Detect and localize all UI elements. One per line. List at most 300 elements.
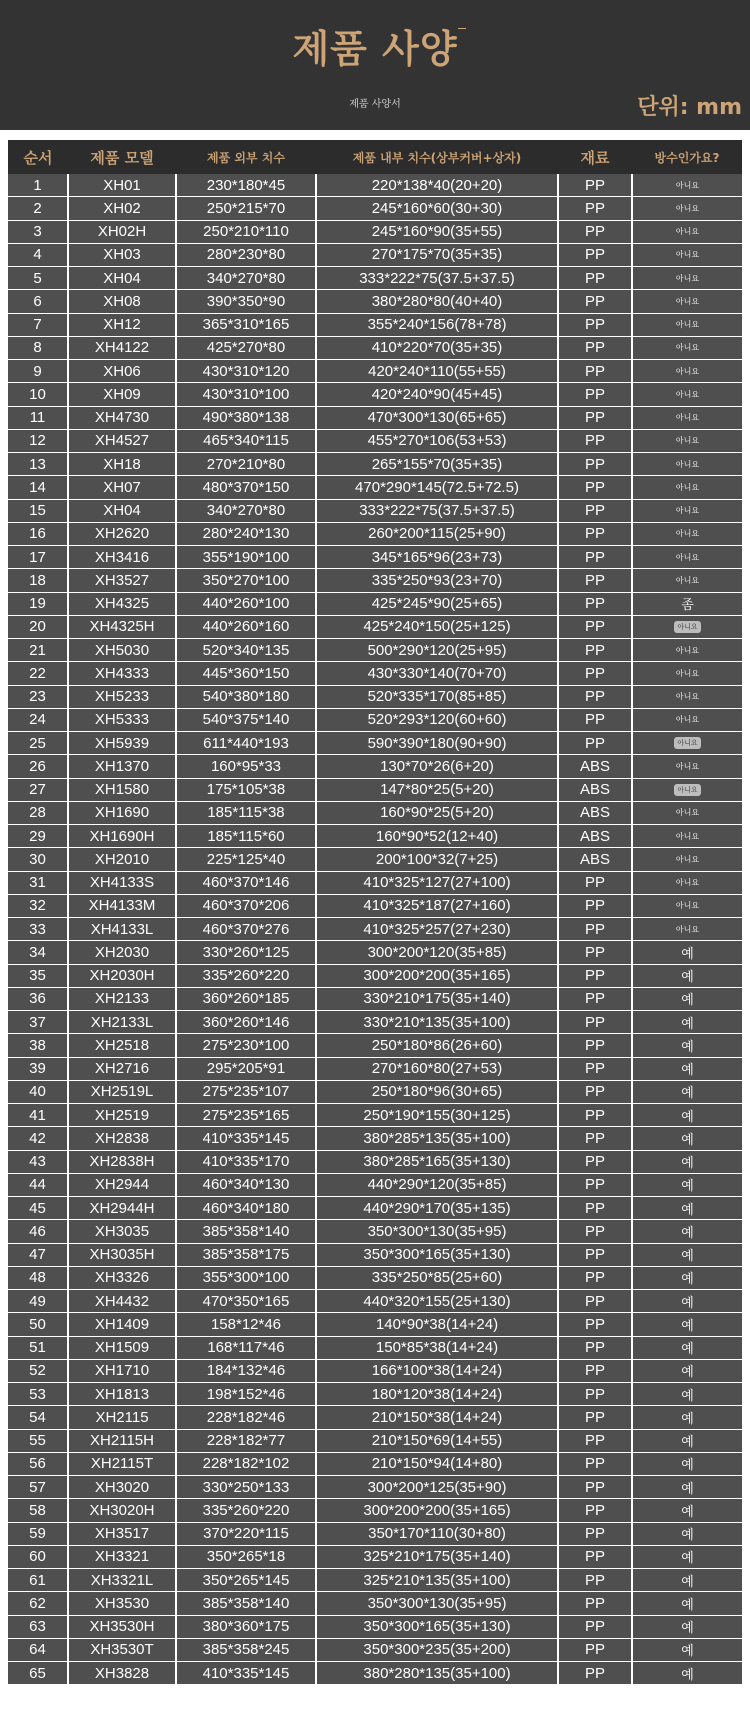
cell-order: 64 <box>8 1638 68 1661</box>
cell-inner-size: 380*280*135(35+100) <box>316 1662 558 1685</box>
table-row <box>8 732 742 755</box>
cell-outer-size: 410*335*145 <box>176 1127 316 1150</box>
cell-waterproof: 아니요 <box>632 499 742 522</box>
column-header-order: 순서 <box>8 140 68 174</box>
cell-outer-size: 425*270*80 <box>176 336 316 359</box>
cell-outer-size: 330*250*133 <box>176 1476 316 1499</box>
cell-order: 38 <box>8 1034 68 1057</box>
cell-outer-size: 520*340*135 <box>176 639 316 662</box>
cell-model: XH2519 <box>68 1104 176 1127</box>
cell-waterproof: 예 <box>632 1476 742 1499</box>
cell-outer-size: 175*105*38 <box>176 778 316 801</box>
cell-waterproof: 아니요 <box>632 685 742 708</box>
cell-outer-size: 460*370*146 <box>176 871 316 894</box>
cell-model: XH2716 <box>68 1057 176 1080</box>
cell-inner-size: 590*390*180(90+90) <box>316 732 558 755</box>
cell-waterproof: 예 <box>632 1313 742 1336</box>
cell-waterproof: 아니요 <box>632 429 742 452</box>
cell-material: PP <box>558 499 632 522</box>
cell-outer-size: 158*12*46 <box>176 1313 316 1336</box>
cell-inner-size: 180*120*38(14+24) <box>316 1383 558 1406</box>
cell-order: 34 <box>8 941 68 964</box>
cell-outer-size: 480*370*150 <box>176 476 316 499</box>
cell-inner-size: 410*220*70(35+35) <box>316 336 558 359</box>
cell-material: PP <box>558 406 632 429</box>
cell-waterproof: 예 <box>632 1150 742 1173</box>
table-row <box>8 778 742 801</box>
cell-model: XH2838H <box>68 1150 176 1173</box>
cell-order: 26 <box>8 755 68 778</box>
spec-table <box>8 140 742 1685</box>
cell-outer-size: 365*310*165 <box>176 313 316 336</box>
table-row <box>8 243 742 266</box>
cell-model: XH3321 <box>68 1545 176 1568</box>
cell-outer-size: 340*270*80 <box>176 267 316 290</box>
cell-order: 8 <box>8 336 68 359</box>
cell-model: XH2030H <box>68 964 176 987</box>
cell-waterproof <box>632 778 742 801</box>
cell-waterproof: 예 <box>632 1034 742 1057</box>
cell-material: PP <box>558 429 632 452</box>
cell-outer-size: 385*358*245 <box>176 1638 316 1661</box>
cell-outer-size: 335*260*220 <box>176 964 316 987</box>
cell-outer-size: 275*230*100 <box>176 1034 316 1057</box>
cell-outer-size: 160*95*33 <box>176 755 316 778</box>
cell-model: XH4325H <box>68 615 176 638</box>
cell-outer-size: 230*180*45 <box>176 174 316 197</box>
cell-material: PP <box>558 1383 632 1406</box>
cell-material: PP <box>558 1592 632 1615</box>
cell-order: 15 <box>8 499 68 522</box>
cell-material: PP <box>558 546 632 569</box>
cell-waterproof: 예 <box>632 1522 742 1545</box>
cell-outer-size: 228*182*46 <box>176 1406 316 1429</box>
cell-order: 56 <box>8 1452 68 1475</box>
cell-waterproof: 예 <box>632 1406 742 1429</box>
cell-model: XH5233 <box>68 685 176 708</box>
waterproof-badge: 아니요 <box>674 737 700 749</box>
cell-waterproof: 예 <box>632 1429 742 1452</box>
cell-waterproof: 아니요 <box>632 755 742 778</box>
cell-material: PP <box>558 1290 632 1313</box>
cell-inner-size: 300*200*125(35+90) <box>316 1476 558 1499</box>
table-row <box>8 1127 742 1150</box>
cell-order: 48 <box>8 1266 68 1289</box>
cell-order: 10 <box>8 383 68 406</box>
table-row <box>8 615 742 638</box>
cell-outer-size: 490*380*138 <box>176 406 316 429</box>
table-row <box>8 522 742 545</box>
cell-material: PP <box>558 662 632 685</box>
cell-inner-size: 350*300*130(35+95) <box>316 1592 558 1615</box>
cell-inner-size: 166*100*38(14+24) <box>316 1359 558 1382</box>
cell-waterproof: 예 <box>632 1336 742 1359</box>
cell-inner-size: 335*250*93(23+70) <box>316 569 558 592</box>
page-subtitle: 제품 사양서 <box>349 99 401 110</box>
table-row <box>8 1173 742 1196</box>
cell-material: PP <box>558 1336 632 1359</box>
cell-waterproof <box>632 732 742 755</box>
cell-material: PP <box>558 1313 632 1336</box>
table-row <box>8 429 742 452</box>
table-row <box>8 1429 742 1452</box>
cell-outer-size: 410*335*145 <box>176 1662 316 1685</box>
table-row <box>8 1499 742 1522</box>
cell-material: PP <box>558 1011 632 1034</box>
cell-inner-size: 330*210*135(35+100) <box>316 1011 558 1034</box>
cell-waterproof: 아니요 <box>632 453 742 476</box>
table-row <box>8 825 742 848</box>
cell-model: XH3530T <box>68 1638 176 1661</box>
cell-model: XH07 <box>68 476 176 499</box>
cell-inner-size: 300*200*200(35+165) <box>316 964 558 987</box>
cell-waterproof: 아니요 <box>632 336 742 359</box>
column-header-waterproof: 방수인가요? <box>632 140 742 174</box>
table-row <box>8 1476 742 1499</box>
cell-material: ABS <box>558 755 632 778</box>
cell-inner-size: 300*200*120(35+85) <box>316 941 558 964</box>
cell-waterproof: 예 <box>632 1197 742 1220</box>
cell-order: 47 <box>8 1243 68 1266</box>
cell-inner-size: 333*222*75(37.5+37.5) <box>316 267 558 290</box>
table-row <box>8 1104 742 1127</box>
cell-outer-size: 185*115*60 <box>176 825 316 848</box>
table-row <box>8 1057 742 1080</box>
cell-inner-size: 380*285*135(35+100) <box>316 1127 558 1150</box>
cell-order: 18 <box>8 569 68 592</box>
cell-waterproof: 예 <box>632 1452 742 1475</box>
cell-model: XH1690H <box>68 825 176 848</box>
cell-material: PP <box>558 987 632 1010</box>
cell-inner-size: 380*280*80(40+40) <box>316 290 558 313</box>
cell-order: 60 <box>8 1545 68 1568</box>
cell-outer-size: 465*340*115 <box>176 429 316 452</box>
cell-material: PP <box>558 1243 632 1266</box>
cell-inner-size: 380*285*165(35+130) <box>316 1150 558 1173</box>
cell-inner-size: 325*210*135(35+100) <box>316 1569 558 1592</box>
cell-waterproof: 아니요 <box>632 522 742 545</box>
table-row <box>8 1592 742 1615</box>
table-row <box>8 174 742 197</box>
table-row <box>8 1522 742 1545</box>
cell-model: XH09 <box>68 383 176 406</box>
waterproof-badge: 아니요 <box>674 784 700 796</box>
cell-waterproof: 아니요 <box>632 243 742 266</box>
cell-order: 40 <box>8 1080 68 1103</box>
cell-waterproof: 아니요 <box>632 825 742 848</box>
cell-inner-size: 440*290*120(35+85) <box>316 1173 558 1196</box>
unit-label: 단위: mm <box>637 95 742 120</box>
cell-order: 59 <box>8 1522 68 1545</box>
cell-outer-size: 350*265*145 <box>176 1569 316 1592</box>
cell-waterproof: 예 <box>632 1011 742 1034</box>
cell-inner-size: 350*300*130(35+95) <box>316 1220 558 1243</box>
cell-model: XH04 <box>68 499 176 522</box>
cell-inner-size: 160*90*25(5+20) <box>316 801 558 824</box>
cell-order: 32 <box>8 894 68 917</box>
cell-inner-size: 210*150*94(14+80) <box>316 1452 558 1475</box>
cell-outer-size: 184*132*46 <box>176 1359 316 1382</box>
cell-inner-size: 470*300*130(65+65) <box>316 406 558 429</box>
cell-material: PP <box>558 1615 632 1638</box>
cell-waterproof: 예 <box>632 1220 742 1243</box>
cell-order: 1 <box>8 174 68 197</box>
cell-waterproof: 아니요 <box>632 383 742 406</box>
cell-model: XH2133L <box>68 1011 176 1034</box>
cell-inner-size: 520*293*120(60+60) <box>316 708 558 731</box>
cell-waterproof: 아니요 <box>632 546 742 569</box>
cell-order: 49 <box>8 1290 68 1313</box>
cell-material: PP <box>558 1150 632 1173</box>
cell-inner-size: 455*270*106(53+53) <box>316 429 558 452</box>
table-row <box>8 1266 742 1289</box>
cell-material: PP <box>558 383 632 406</box>
cell-model: XH12 <box>68 313 176 336</box>
cell-model: XH1690 <box>68 801 176 824</box>
column-header-model: 제품 모델 <box>68 140 176 174</box>
table-row <box>8 1359 742 1382</box>
cell-waterproof: 아니요 <box>632 406 742 429</box>
cell-inner-size: 470*290*145(72.5+72.5) <box>316 476 558 499</box>
cell-model: XH3321L <box>68 1569 176 1592</box>
cell-material: PP <box>558 1476 632 1499</box>
cell-inner-size: 335*250*85(25+60) <box>316 1266 558 1289</box>
cell-order: 25 <box>8 732 68 755</box>
cell-material: PP <box>558 1080 632 1103</box>
cell-waterproof: 예 <box>632 1266 742 1289</box>
cell-outer-size: 185*115*38 <box>176 801 316 824</box>
cell-order: 65 <box>8 1662 68 1685</box>
page-title: 제품 사양 <box>292 27 458 71</box>
cell-material: PP <box>558 1266 632 1289</box>
cell-model: XH2519L <box>68 1080 176 1103</box>
cell-waterproof: 아니요 <box>632 871 742 894</box>
cell-inner-size: 147*80*25(5+20) <box>316 778 558 801</box>
cell-outer-size: 250*210*110 <box>176 220 316 243</box>
cell-order: 61 <box>8 1569 68 1592</box>
cell-model: XH1509 <box>68 1336 176 1359</box>
cell-material: PP <box>558 964 632 987</box>
table-row <box>8 1336 742 1359</box>
cell-waterproof: 예 <box>632 1569 742 1592</box>
table-row <box>8 1638 742 1661</box>
table-row <box>8 662 742 685</box>
cell-inner-size: 520*335*170(85+85) <box>316 685 558 708</box>
cell-inner-size: 440*320*155(25+130) <box>316 1290 558 1313</box>
cell-waterproof: 아니요 <box>632 313 742 336</box>
cell-order: 22 <box>8 662 68 685</box>
cell-waterproof <box>632 615 742 638</box>
cell-material: PP <box>558 1197 632 1220</box>
cell-waterproof: 예 <box>632 987 742 1010</box>
cell-model: XH4730 <box>68 406 176 429</box>
table-row <box>8 871 742 894</box>
cell-order: 46 <box>8 1220 68 1243</box>
waterproof-badge: 아니요 <box>674 621 700 633</box>
table-row <box>8 336 742 359</box>
cell-order: 4 <box>8 243 68 266</box>
cell-order: 21 <box>8 639 68 662</box>
cell-material: PP <box>558 1569 632 1592</box>
table-row <box>8 894 742 917</box>
cell-order: 20 <box>8 615 68 638</box>
cell-inner-size: 350*300*165(35+130) <box>316 1243 558 1266</box>
spec-table-container <box>8 140 742 1685</box>
cell-inner-size: 350*300*165(35+130) <box>316 1615 558 1638</box>
table-row <box>8 267 742 290</box>
cell-material: PP <box>558 476 632 499</box>
table-row <box>8 476 742 499</box>
cell-waterproof: 예 <box>632 1080 742 1103</box>
table-row <box>8 546 742 569</box>
cell-outer-size: 360*260*185 <box>176 987 316 1010</box>
cell-outer-size: 168*117*46 <box>176 1336 316 1359</box>
cell-order: 50 <box>8 1313 68 1336</box>
cell-outer-size: 280*240*130 <box>176 522 316 545</box>
spec-table-head <box>8 140 742 174</box>
cell-material: PP <box>558 871 632 894</box>
cell-waterproof: 예 <box>632 1173 742 1196</box>
cell-order: 2 <box>8 197 68 220</box>
cell-order: 43 <box>8 1150 68 1173</box>
spec-table-body <box>8 174 742 1685</box>
cell-model: XH06 <box>68 360 176 383</box>
cell-model: XH4133M <box>68 894 176 917</box>
cell-inner-size: 333*222*75(37.5+37.5) <box>316 499 558 522</box>
cell-model: XH02H <box>68 220 176 243</box>
cell-model: XH2115T <box>68 1452 176 1475</box>
cell-order: 57 <box>8 1476 68 1499</box>
page-header <box>0 0 750 130</box>
cell-order: 7 <box>8 313 68 336</box>
cell-order: 55 <box>8 1429 68 1452</box>
cell-model: XH4325 <box>68 592 176 615</box>
cell-outer-size: 385*358*140 <box>176 1220 316 1243</box>
cell-outer-size: 355*300*100 <box>176 1266 316 1289</box>
cell-model: XH4432 <box>68 1290 176 1313</box>
table-row <box>8 1243 742 1266</box>
cell-inner-size: 260*200*115(25+90) <box>316 522 558 545</box>
cell-inner-size: 220*138*40(20+20) <box>316 174 558 197</box>
cell-material: PP <box>558 174 632 197</box>
cell-model: XH3326 <box>68 1266 176 1289</box>
cell-order: 62 <box>8 1592 68 1615</box>
cell-outer-size: 355*190*100 <box>176 546 316 569</box>
cell-material: PP <box>558 592 632 615</box>
cell-model: XH1813 <box>68 1383 176 1406</box>
cell-model: XH3416 <box>68 546 176 569</box>
cell-material: PP <box>558 1662 632 1685</box>
cell-outer-size: 540*380*180 <box>176 685 316 708</box>
cell-outer-size: 280*230*80 <box>176 243 316 266</box>
title-decoration <box>458 28 466 29</box>
cell-model: XH2115 <box>68 1406 176 1429</box>
cell-outer-size: 460*340*130 <box>176 1173 316 1196</box>
cell-inner-size: 300*200*200(35+165) <box>316 1499 558 1522</box>
cell-material: PP <box>558 732 632 755</box>
cell-inner-size: 345*165*96(23+73) <box>316 546 558 569</box>
cell-outer-size: 330*260*125 <box>176 941 316 964</box>
cell-outer-size: 460*340*180 <box>176 1197 316 1220</box>
cell-model: XH2944H <box>68 1197 176 1220</box>
cell-material: PP <box>558 1499 632 1522</box>
table-row <box>8 941 742 964</box>
cell-waterproof: 예 <box>632 1057 742 1080</box>
cell-model: XH3530 <box>68 1592 176 1615</box>
cell-waterproof: 아니요 <box>632 708 742 731</box>
cell-material: ABS <box>558 801 632 824</box>
cell-model: XH08 <box>68 290 176 313</box>
table-row <box>8 801 742 824</box>
cell-inner-size: 410*325*257(27+230) <box>316 918 558 941</box>
cell-outer-size: 340*270*80 <box>176 499 316 522</box>
cell-order: 3 <box>8 220 68 243</box>
cell-material: PP <box>558 569 632 592</box>
cell-inner-size: 245*160*60(30+30) <box>316 197 558 220</box>
cell-waterproof: 아니요 <box>632 220 742 243</box>
cell-material: PP <box>558 1429 632 1452</box>
table-row <box>8 1545 742 1568</box>
table-row <box>8 918 742 941</box>
cell-material: PP <box>558 360 632 383</box>
cell-waterproof: 예 <box>632 1243 742 1266</box>
cell-waterproof: 예 <box>632 1104 742 1127</box>
cell-waterproof: 예 <box>632 1638 742 1661</box>
cell-material: PP <box>558 1522 632 1545</box>
cell-order: 36 <box>8 987 68 1010</box>
cell-outer-size: 350*265*18 <box>176 1545 316 1568</box>
cell-material: PP <box>558 313 632 336</box>
cell-outer-size: 335*260*220 <box>176 1499 316 1522</box>
cell-material: PP <box>558 918 632 941</box>
cell-inner-size: 130*70*26(6+20) <box>316 755 558 778</box>
cell-inner-size: 270*160*80(27+53) <box>316 1057 558 1080</box>
cell-material: PP <box>558 1406 632 1429</box>
table-row <box>8 1615 742 1638</box>
cell-waterproof: 아니요 <box>632 174 742 197</box>
cell-model: XH3517 <box>68 1522 176 1545</box>
cell-model: XH3828 <box>68 1662 176 1685</box>
cell-waterproof: 아니요 <box>632 360 742 383</box>
cell-waterproof: 아니요 <box>632 476 742 499</box>
cell-model: XH2518 <box>68 1034 176 1057</box>
cell-outer-size: 350*270*100 <box>176 569 316 592</box>
cell-outer-size: 385*358*175 <box>176 1243 316 1266</box>
cell-model: XH18 <box>68 453 176 476</box>
cell-material: PP <box>558 1452 632 1475</box>
table-row <box>8 708 742 731</box>
cell-outer-size: 410*335*170 <box>176 1150 316 1173</box>
table-row <box>8 848 742 871</box>
cell-inner-size: 355*240*156(78+78) <box>316 313 558 336</box>
cell-waterproof: 아니요 <box>632 197 742 220</box>
cell-model: XH2133 <box>68 987 176 1010</box>
cell-material: ABS <box>558 778 632 801</box>
table-row <box>8 755 742 778</box>
cell-order: 13 <box>8 453 68 476</box>
cell-waterproof: 예 <box>632 1383 742 1406</box>
cell-order: 42 <box>8 1127 68 1150</box>
cell-inner-size: 210*150*38(14+24) <box>316 1406 558 1429</box>
cell-order: 44 <box>8 1173 68 1196</box>
cell-inner-size: 430*330*140(70+70) <box>316 662 558 685</box>
table-row <box>8 313 742 336</box>
table-row <box>8 1313 742 1336</box>
cell-material: PP <box>558 685 632 708</box>
cell-inner-size: 350*170*110(30+80) <box>316 1522 558 1545</box>
cell-order: 35 <box>8 964 68 987</box>
cell-material: PP <box>558 1057 632 1080</box>
